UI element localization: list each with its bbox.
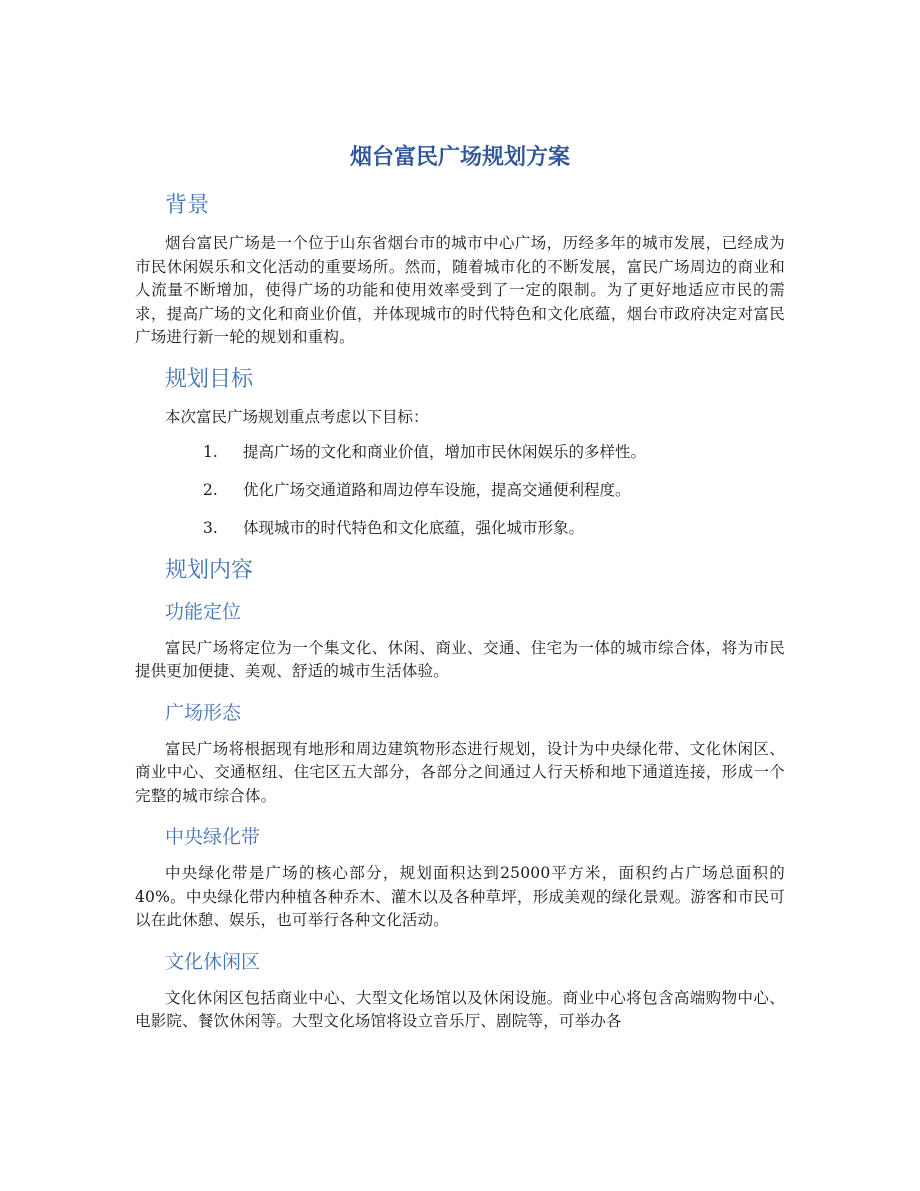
paragraph-culture: 文化休闲区包括商业中心、大型文化场馆以及休闲设施。商业中心将包含高端购物中心、电影院、餐饮休闲等。大型文化场馆将设立音乐厅、剧院等，可举办各 <box>135 988 785 1030</box>
heading-content: 规划内容 <box>165 557 254 583</box>
subheading-green: 中央绿化带 <box>165 826 261 848</box>
document-body <box>135 142 785 1048</box>
list-text: 提高广场的文化和商业价值，增加市民休闲娱乐的多样性。 <box>243 442 647 461</box>
list-item <box>135 479 785 502</box>
paragraph-green: 中央绿化带是广场的核心部分，规划面积达到25000平方米，面积约占广场总面积的40%。中央绿化带内种植各种乔木、灌木以及各种草坪，形成美观的绿化景观。游客和市民可以在此休憩、娱乐，也可举行各种文化活动。 <box>135 864 785 929</box>
heading-goals: 规划目标 <box>165 366 254 392</box>
list-text: 优化广场交通道路和周边停车设施，提高交通便利程度。 <box>243 480 631 499</box>
document-title: 烟台富民广场规划方案 <box>349 145 570 170</box>
heading-background: 背景 <box>165 193 210 218</box>
goals-list <box>135 441 785 540</box>
list-number: 3. <box>203 518 218 537</box>
subheading-function: 功能定位 <box>165 600 242 623</box>
goals-intro: 本次富民广场规划重点考虑以下目标： <box>165 407 429 426</box>
list-number: 1. <box>203 442 218 461</box>
list-item <box>135 517 785 540</box>
subheading-culture: 文化休闲区 <box>165 950 261 973</box>
subheading-form: 广场形态 <box>165 701 242 724</box>
paragraph-background: 烟台富民广场是一个位于山东省烟台市的城市中心广场，历经多年的城市发展，已经成为市民休闲娱乐和文化活动的重要场所。然而，随着城市化的不断发展，富民广场周边的商业和人流量不断增加，使得广场的功能和使用效率受到了一定的限制。为了更好地适应市民的需求，提高广场的文化和商业价值，并体现城市的时代特色和文化底蕴，烟台市政府决定对富民广场进行新一轮的规划和重构。 <box>135 234 785 346</box>
list-text: 体现城市的时代特色和文化底蕴，强化城市形象。 <box>243 518 585 537</box>
paragraph-form: 富民广场将根据现有地形和周边建筑物形态进行规划，设计为中央绿化带、文化休闲区、商业中心、交通枢纽、住宅区五大部分，各部分之间通过人行天桥和地下通道连接，形成一个完整的城市综合体。 <box>135 739 785 805</box>
paragraph-function: 富民广场将定位为一个集文化、休闲、商业、交通、住宅为一体的城市综合体，将为市民提供更加便捷、美观、舒适的城市生活体验。 <box>135 638 785 680</box>
list-number: 2. <box>203 480 218 499</box>
list-item <box>135 441 785 464</box>
